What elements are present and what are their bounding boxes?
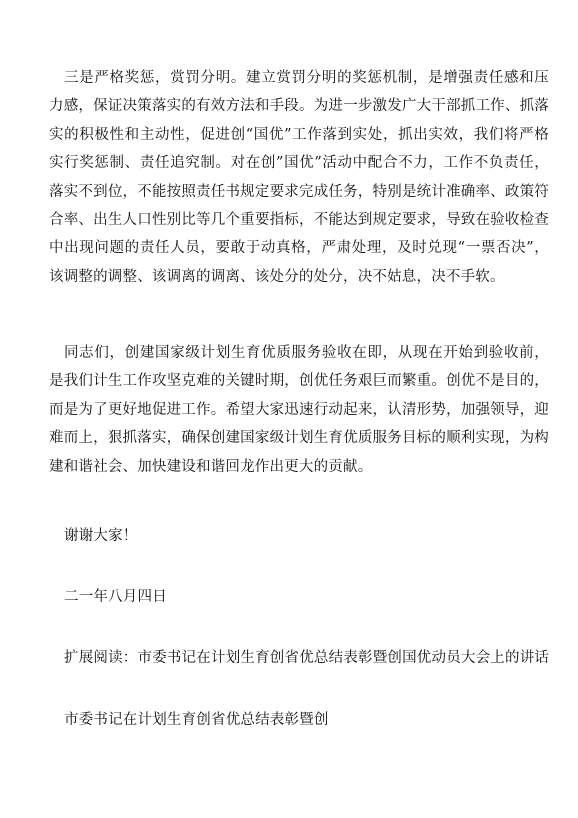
next-article-title: 市委书记在计划生育创省优总结表彰暨创 [64, 712, 329, 728]
body-paragraph-comrades: 同志们，创建国家级计划生育优质服务验收在即，从现在开始到验收前，是我们计生工作攻坚克难的关键时期，创优任务艰巨而繁重。创优不是目的，而是为了更好地促进工作。希望大家迅速行动起来，认清形势，加强领导，迎难而上，狠抓落实，确保创建国家级计划生育优质服务目标的顺利实现，为构建和谐社会、加快建设和谐回龙作出更大的贡献。 [49, 345, 549, 475]
closing-thanks: 谢谢大家！ [64, 528, 138, 544]
body-paragraph-rewards-penalties: 三是严格奖惩，赏罚分明。建立赏罚分明的奖惩机制，是增强责任感和压力感，保证决策落实的有效方法和手段。为进一步激发广大干部抓工作、抓落实的积极性和主动性，促进创“国优”工作落到实处，抓出实效，我们将严格实行奖惩制、责任追究制。对在创”国优”活动中配合不力，工作不负责任，落实不到位，不能按照责任书规定要求完成任务，特别是统计准确率、政策符合率、出生人口性别比等几个重要指标，不能达到规定要求，导致在验收检查中出现问题的责任人员，要敢于动真格，严肃处理，及时兑现“一票否决”，该调整的调整、该调离的调离、该处分的处分，决不姑息，决不手软。 [49, 70, 549, 285]
extended-reading-line: 扩展阅读：市委书记在计划生育创省优总结表彰暨创国优动员大会上的讲话 [64, 650, 550, 666]
speech-date: 二一年八月四日 [64, 589, 167, 605]
